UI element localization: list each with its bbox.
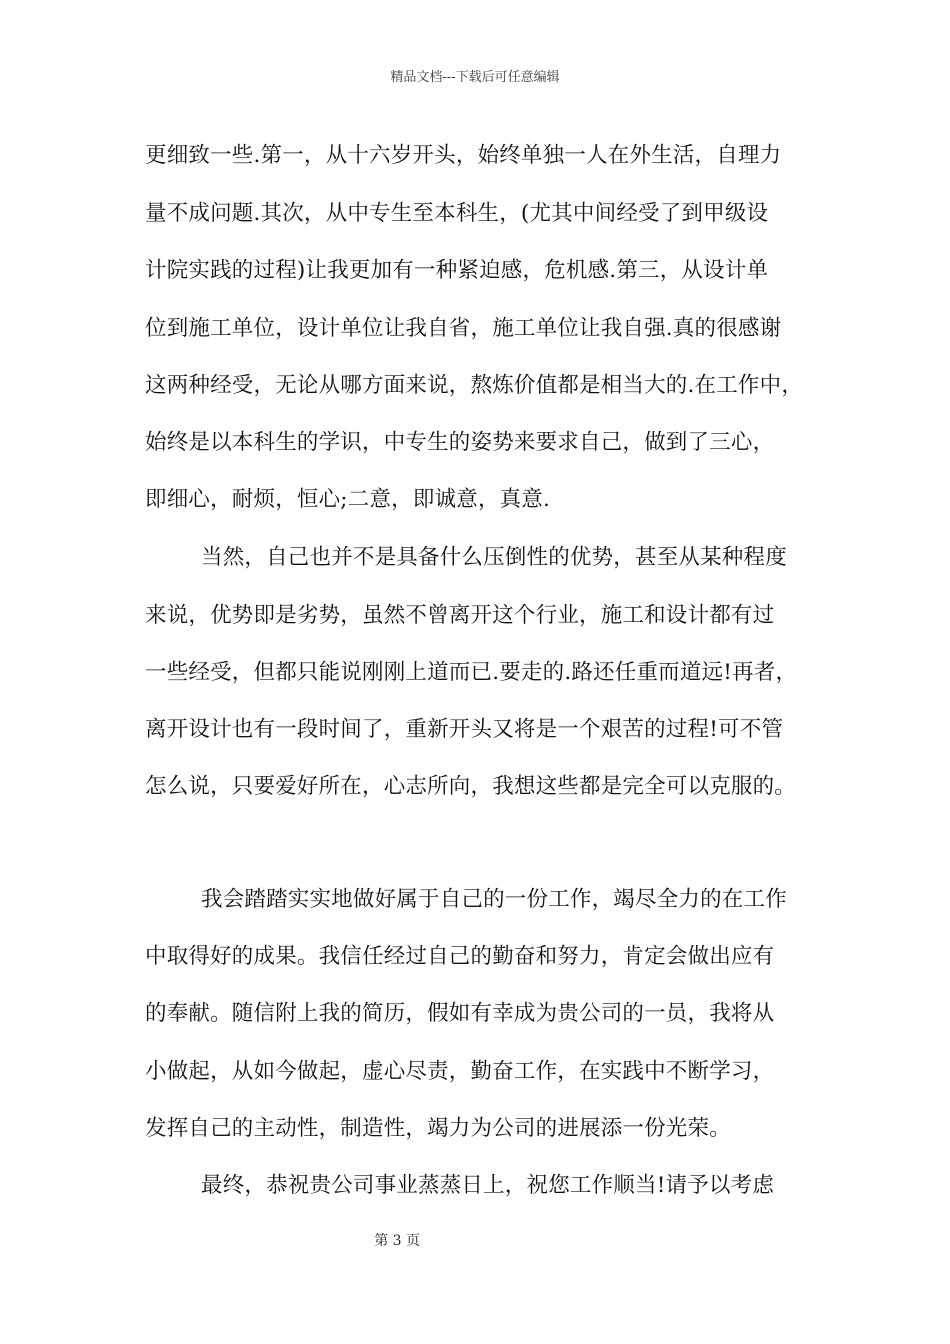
page-number: 第 3 页 [374,1233,420,1249]
text-line: 怎么说，只要爱好所在，心志所向，我想这些都是完全可以克服的。 [145,774,797,799]
text-line: 即细心，耐烦，恒心;二意，即诚意，真意. [145,487,551,512]
text-line: 位到施工单位，设计单位让我自省，施工单位让我自强.真的很感谢 [145,316,782,341]
text-line: 更细致一些.第一，从十六岁开头，始终单独一人在外生活，自理力 [145,143,782,168]
text-line: 来说，优势即是劣势，虽然不曾离开这个行业，施工和设计都有过 [145,603,775,628]
text-line: 离开设计也有一段时间了，重新开头又将是一个艰苦的过程!可不管 [145,717,784,742]
text-line: 小做起，从如今做起，虚心尽责，勤奋工作，在实践中不断学习， [145,1059,775,1084]
text-line: 发挥自己的主动性，制造性，竭力为公司的进展添一份光荣。 [145,1116,731,1141]
text-line: 量不成问题.其次，从中专生至本科生，(尤其中间经受了到甲级设 [145,201,769,226]
text-line: 计院实践的过程)让我更加有一种紧迫感，危机感.第三，从设计单 [145,258,769,283]
text-line: 当然，自己也并不是具备什么压倒性的优势，甚至从某种程度 [201,545,787,570]
text-line: 的奉献。随信附上我的简历，假如有幸成为贵公司的一员，我将从 [145,1001,775,1026]
text-line: 中取得好的成果。我信任经过自己的勤奋和努力，肯定会做出应有 [145,944,775,969]
text-line: 最终，恭祝贵公司事业蒸蒸日上，祝您工作顺当!请予以考虑 [201,1173,775,1198]
text-line: 我会踏踏实实地做好属于自己的一份工作，竭尽全力的在工作 [201,887,787,912]
page-header: 精品文档---下载后可任意编辑 [390,70,560,85]
text-line: 这两种经受，无论从哪方面来说，熬炼价值都是相当大的.在工作中， [145,373,804,398]
text-line: 一些经受，但都只能说刚刚上道而已.要走的.路还任重而道远!再者， [145,660,798,685]
text-line: 始终是以本科生的学识，中专生的姿势来要求自己，做到了三心， [145,430,775,455]
